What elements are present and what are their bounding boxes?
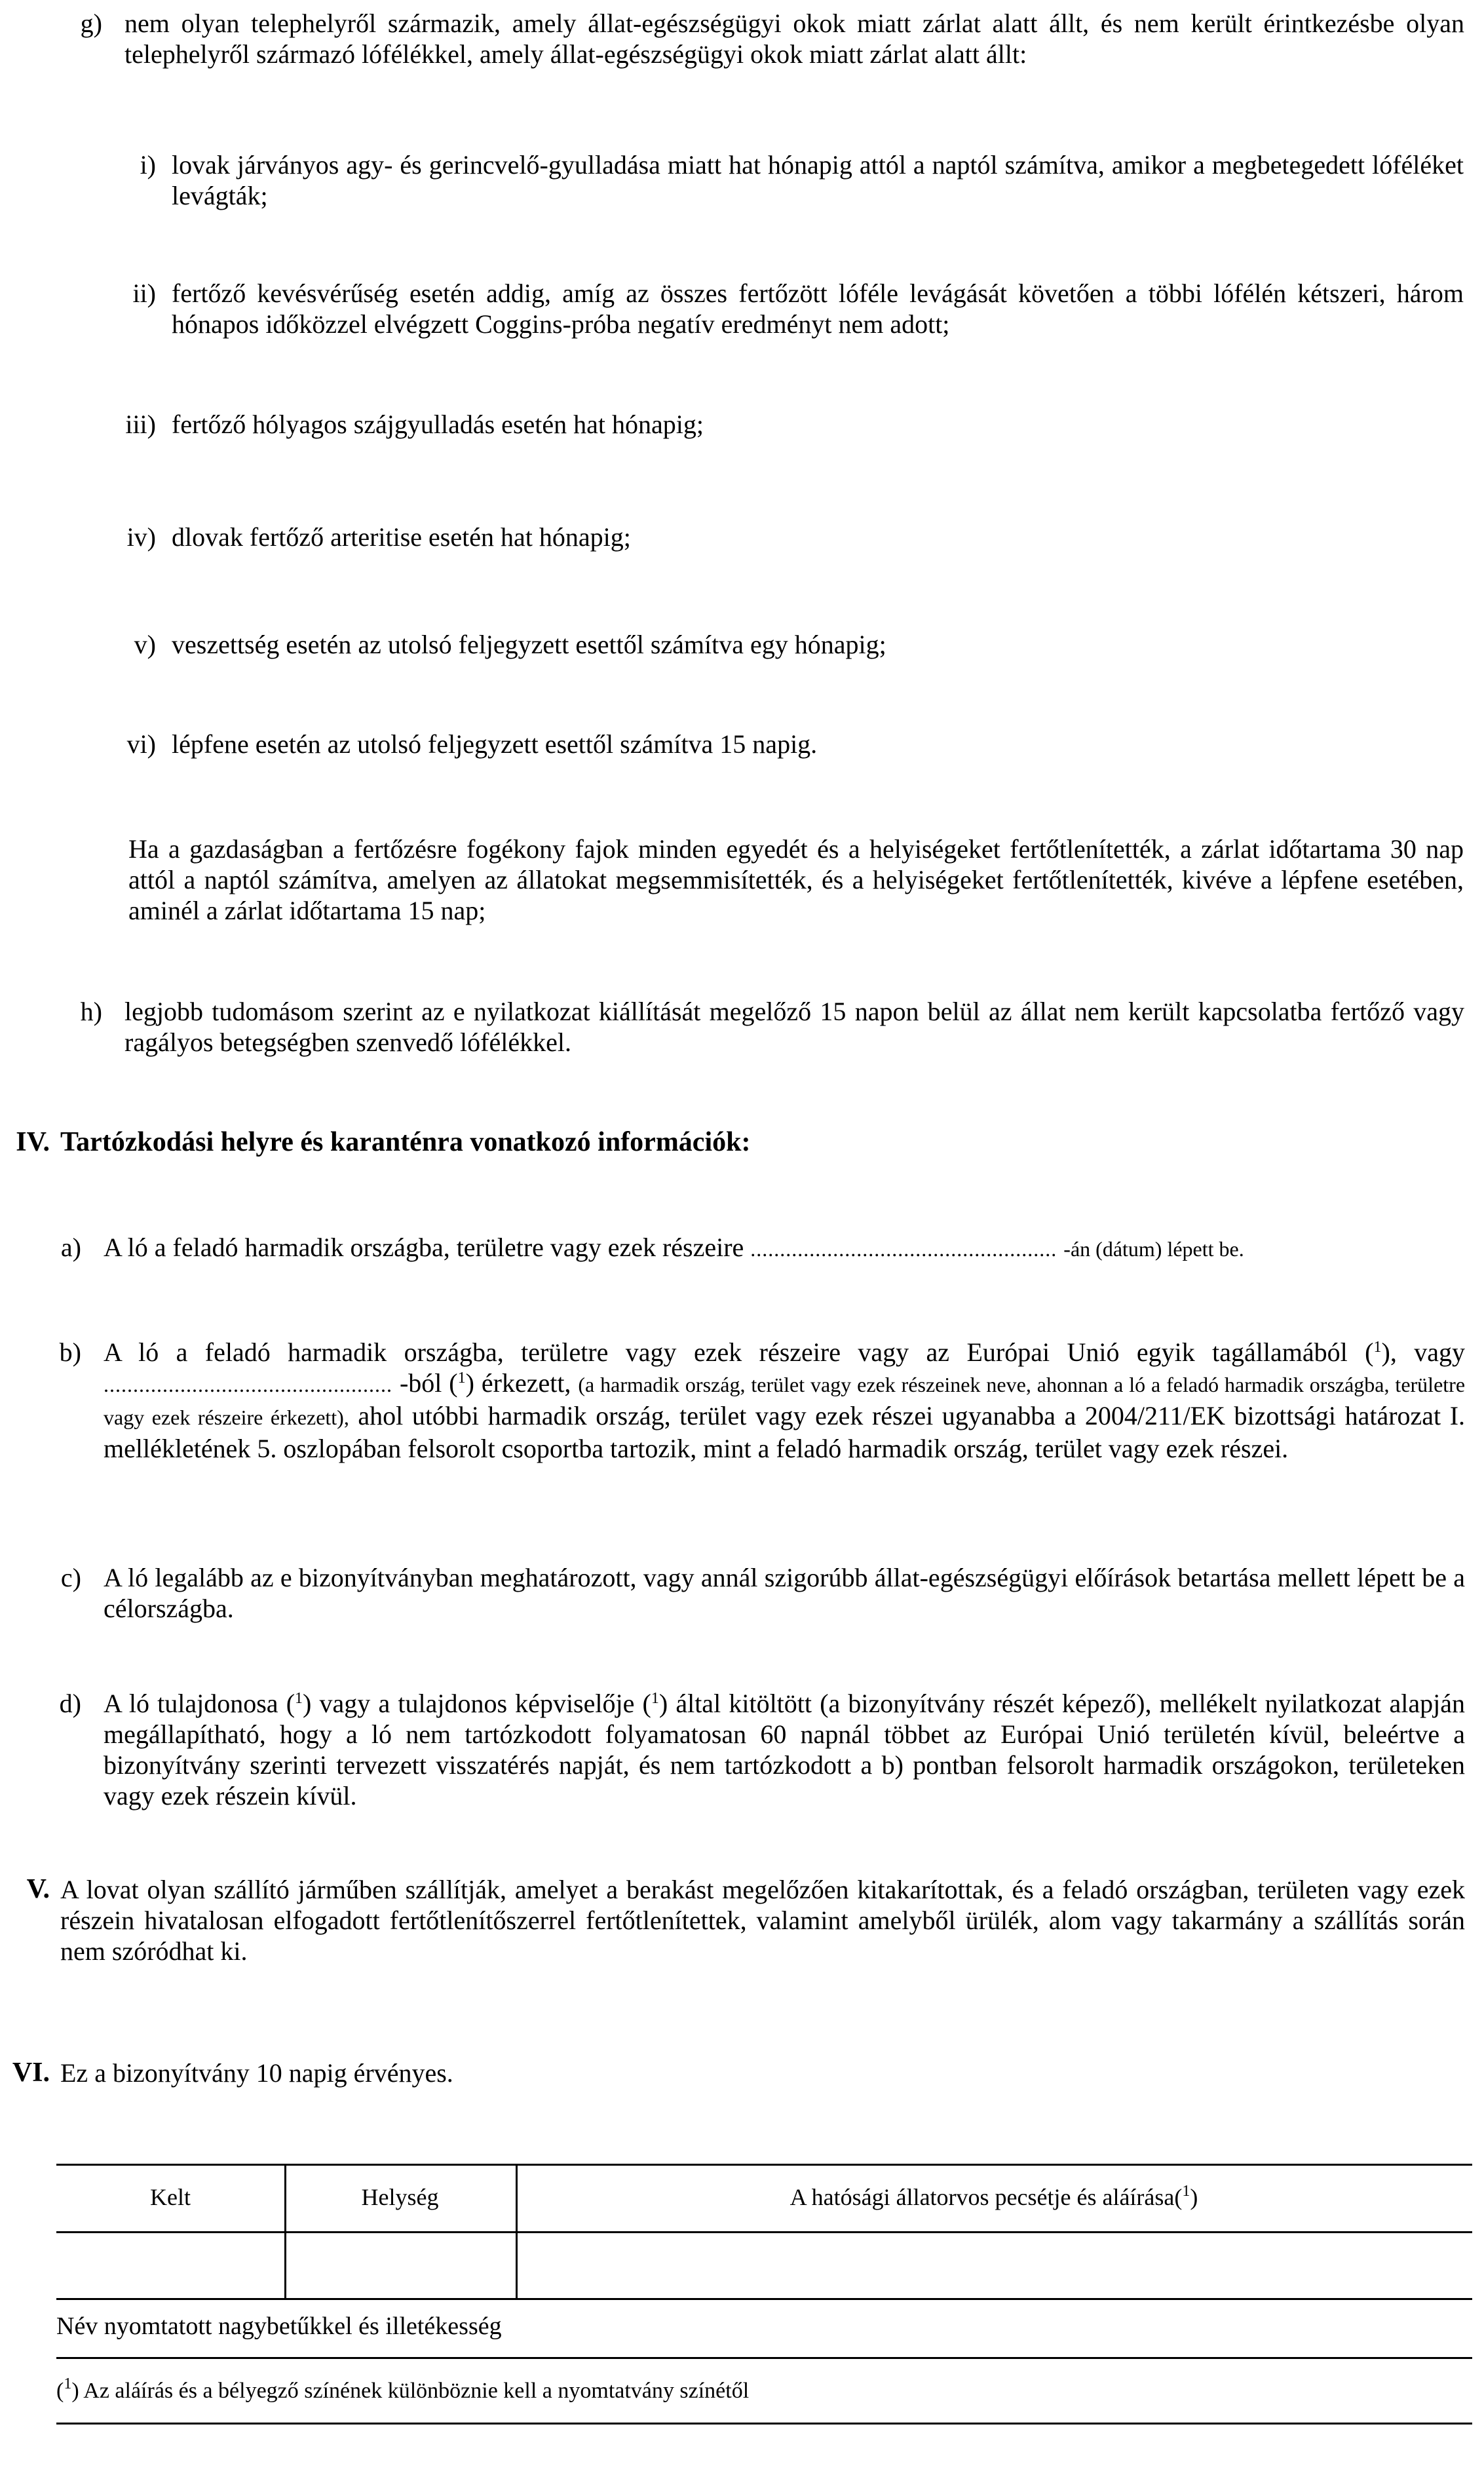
- item-g-iv-text: dlovak fertőző arteritise esetén hat hónapig;: [172, 522, 631, 552]
- table-header-stamp-text: A hatósági állatorvos pecsétje és aláírása(: [790, 2184, 1183, 2210]
- item-iv-b-text2b: -ból (: [399, 1368, 458, 1398]
- footnote-open: (: [56, 2379, 64, 2403]
- section-iv-title: Tartózkodási helyre és karanténra vonatkozó információk:: [60, 1127, 751, 1157]
- footnote-text: ) Az aláírás és a bélyegző színének különböznie kell a nyomtatvány színétől: [71, 2379, 750, 2403]
- footnote-ref: 1: [295, 1690, 303, 1707]
- item-g-vi-label: vi): [126, 729, 156, 759]
- item-iv-d-text1: A ló tulajdonosa (: [104, 1689, 295, 1718]
- item-iv-d-text: [104, 1688, 1465, 1811]
- section-vi-text: Ez a bizonyítvány 10 napig érvényes.: [60, 2058, 453, 2088]
- table-header-helyseg: Helység: [361, 2184, 439, 2210]
- item-iv-d-text2: ) vagy a tulajdonos képviselője (: [303, 1689, 651, 1718]
- section-iv-number: IV.: [16, 1127, 50, 1157]
- section-v-number: V.: [26, 1874, 50, 1904]
- item-g-ii-text: fertőző kevésvérűség esetén addig, amíg az összes fertőzött lóféle levágását követően a többi lófélén kétszeri, három hónapos időközzel elvégzett Coggins-próba negatív eredményt nem adott;: [172, 278, 1464, 339]
- table-rule-body: [56, 2298, 1472, 2300]
- item-iv-b-text1b: ),: [1381, 1337, 1397, 1367]
- item-h-text: legjobb tudomásom szerint az e nyilatkozat kiállítását megelőző 15 napon belül az állat nem került kapcsolatba fertőző vagy ragályos betegségben szenvedő lófélékkel.: [124, 997, 1464, 1057]
- item-iv-a-line: [104, 1232, 1466, 1265]
- item-iv-b-text3: ahol utóbbi harmadik ország, terület vagy ezek részei ugyanabba a 2004/211/EK bizottsági határozat I. mellékletének 5. oszlopában felsorolt csoportba tartozik, mint a feladó harmadik ország, terület vagy ezek részei.: [104, 1401, 1466, 1463]
- item-g-closing-paragraph: Ha a gazdaságban a fertőzésre fogékony fajok minden egyedét és a helyiségeket fertőtlenítették, a zárlat időtartama 30 nap attól a naptól számítva, amelyen az állatokat megsemmisítették, és a helyiségeket fertőtlenítették, kivéve a lépfene esetében, aminél a zárlat időtartama 15 nap;: [128, 834, 1464, 925]
- item-g-v-label: v): [134, 630, 156, 659]
- item-iv-b-text: [104, 1337, 1465, 1464]
- item-iv-b-text2c: ) érkezett,: [465, 1368, 571, 1398]
- item-iv-a-text: A ló a feladó harmadik országba, területre vagy ezek részeire: [104, 1233, 744, 1262]
- item-iv-b-text2a: vagy: [1414, 1337, 1466, 1367]
- table-rule-bottom: [56, 2423, 1472, 2425]
- item-g-text: nem olyan telephelyről származik, amely állat-egészségügyi okok miatt zárlat alatt állt, és nem került érintkezésbe olyan telephelyről származó lófélékkel, amely állat-egészségügyi okok miatt zárlat alatt állt:: [124, 9, 1464, 69]
- item-iv-c-text: A ló legalább az e bizonyítványban meghatározott, vagy annál szigorúbb állat-egészségügyi előírások betartása mellett lépett be a célországba.: [104, 1563, 1465, 1623]
- footnote-ref: 1: [1182, 2183, 1190, 2200]
- footnote: [56, 2375, 1432, 2406]
- table-rule-top: [56, 2164, 1472, 2166]
- date-field[interactable]: [58, 2233, 283, 2296]
- section-v-text: A lovat olyan szállító járműben szállítják, amelyet a berakást megelőzően kitakarítottak, és a feladó országban, területen vagy ezek részein hivatalosan elfogadott fertőtlenítőszerrel fertőtlenítettek, valamint amelyből ürülék, alom vagy takarmány a szállítás során nem szóródhat ki.: [60, 1875, 1465, 1966]
- item-g-iv-label: iv): [126, 522, 156, 552]
- section-vi-number: VI.: [12, 2058, 50, 2088]
- item-g-v-text: veszettség esetén az utolsó feljegyzett esettől számítva egy hónapig;: [172, 630, 886, 659]
- item-iv-b-origin-blank[interactable]: .................................................: [104, 1373, 392, 1396]
- item-iv-d-label: d): [59, 1689, 81, 1718]
- footnote-ref: 1: [1373, 1339, 1382, 1356]
- item-g-ii-label: ii): [132, 278, 156, 308]
- footnote-number: 1: [64, 2375, 72, 2392]
- table-header-stamp-signature: [516, 2182, 1472, 2213]
- item-iv-b-text1: A ló a feladó harmadik országba, területre vagy ezek részeire vagy az Európai Unió egyik tagállamából (: [104, 1337, 1374, 1367]
- table-header-kelt: Kelt: [150, 2184, 191, 2210]
- footnote-ref: 1: [457, 1370, 466, 1387]
- place-field[interactable]: [288, 2233, 514, 2296]
- item-iv-b-note: (a harmadik ország, terület vagy ezek részeinek neve, ahonnan a ló a feladó harmadik országba, területre vagy ezek részeire érkezett),: [104, 1373, 1466, 1429]
- table-header-stamp-end: ): [1190, 2184, 1198, 2210]
- item-g-i-label: i): [140, 150, 156, 180]
- item-g-i-text: lovak járványos agy- és gerincvelő-gyulladása miatt hat hónapig attól a naptól számítva, amikor a megbetegedett lóféléket levágták;: [172, 150, 1464, 210]
- item-iv-b-label: b): [59, 1337, 81, 1367]
- item-g-iii-text: fertőző hólyagos szájgyulladás esetén hat hónapig;: [172, 410, 704, 439]
- stamp-signature-field[interactable]: [519, 2233, 1470, 2296]
- item-iv-a-date-blank[interactable]: ....................................................: [750, 1237, 1057, 1261]
- item-g-iii-label: iii): [125, 410, 156, 439]
- item-g-vi-text: lépfene esetén az utolsó feljegyzett esettől számítva 15 napig.: [172, 729, 818, 759]
- name-printed-label: Név nyomtatott nagybetűkkel és illetékesség: [56, 2312, 502, 2340]
- item-h-label: h): [80, 997, 102, 1026]
- footnote-ref: 1: [651, 1690, 659, 1707]
- item-iv-a-suffix: -án (dátum) lépett be.: [1063, 1237, 1244, 1261]
- item-g-label: g): [80, 9, 102, 38]
- table-rule-name: [56, 2357, 1472, 2359]
- item-iv-d-text3: ) által kitöltött (a bizonyítvány részét képező), mellékelt nyilatkozat alapján megállapítható, hogy a ló nem tartózkodott folyamatosan 60 napnál többet az Európai Unió területén kívül, beleértve a bizonyítvány szerinti tervezett visszatérés napját, és nem tartózkodott a b) pontban felsorolt harmadik országokon, területeken vagy ezek részein kívül.: [104, 1689, 1465, 1811]
- item-iv-c-label: c): [60, 1563, 81, 1592]
- item-iv-a-label: a): [60, 1233, 81, 1262]
